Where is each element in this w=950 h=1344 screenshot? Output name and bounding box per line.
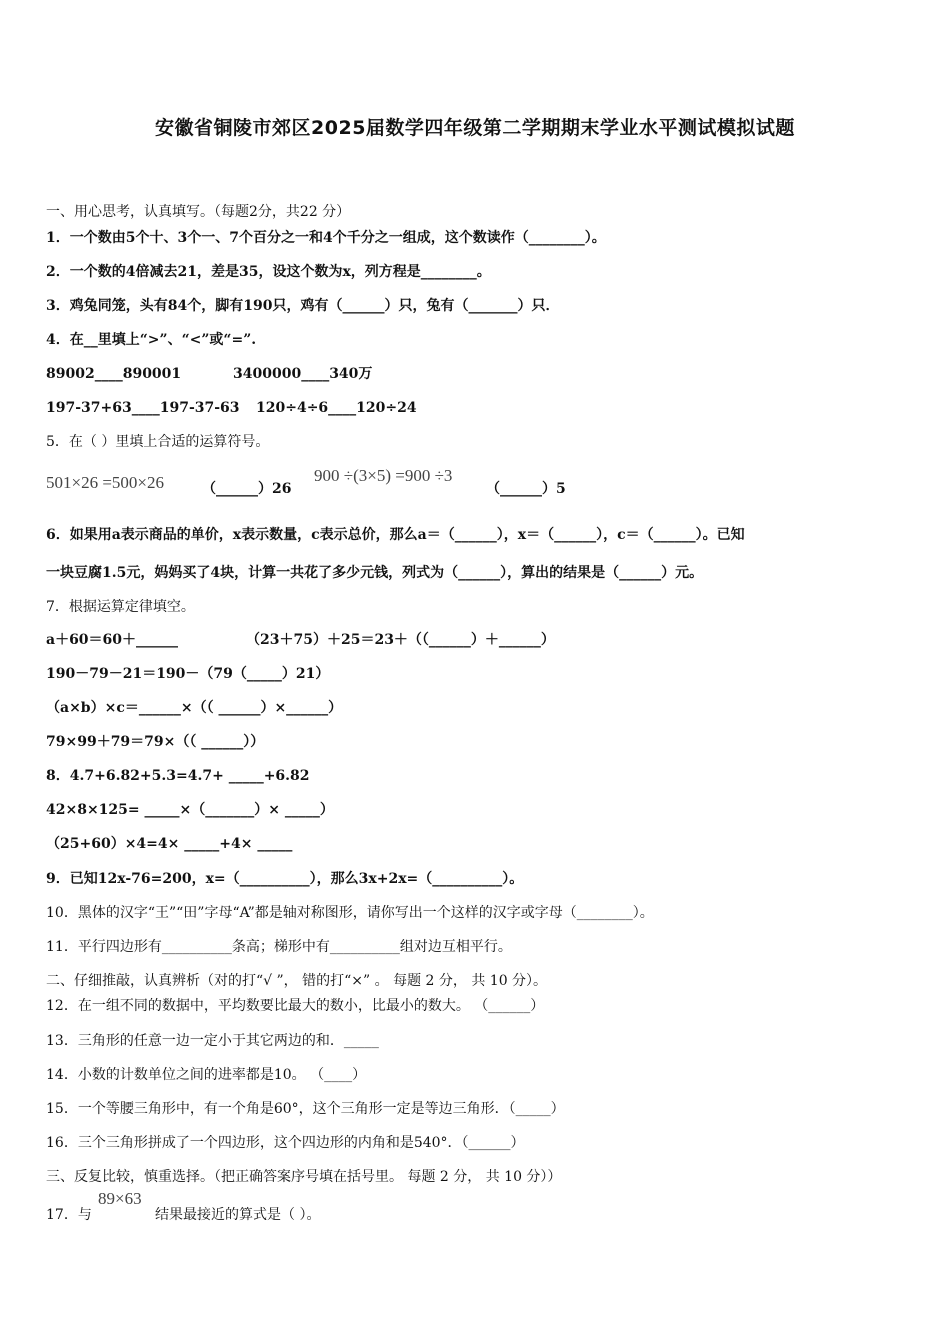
compare-2: 3400000____340万 [233,366,373,382]
question-4: 4．在__里填上“>”、“<”或“=”. [46,332,257,348]
law-4: （a×b）×c＝______×（（ ______）×______） [46,700,343,716]
section-1-heading: 一、用心思考，认真填写。（每题2分，共22 分） [46,204,351,220]
question-9: 9．已知12x-76=200，x=（__________），那么3x+2x=（__________）。 [46,871,524,887]
question-17: 17．与 [46,1207,92,1223]
section-3-heading: 三、反复比较，慎重选择。（把正确答案序号填在括号里。 每题 2 分， 共 10 分）） [46,1169,562,1185]
question-15: 15．一个等腰三角形中，有一个角是60°，这个三角形一定是等边三角形．（_____） [46,1101,565,1117]
compare-4: 120÷4÷6____120÷24 [256,400,417,416]
question-5: 5．在（ ）里填上合适的运算符号。 [46,434,270,450]
law-1: a＋60＝60＋______ [46,632,179,648]
math-expression-c: 89×63 [98,1189,142,1208]
page-title: 安徽省铜陵市郊区2025届数学四年级第二学期期末学业水平测试模拟试题 [155,117,795,139]
law-3: 190－79－21＝190－（79（_____）21） [46,666,330,682]
question-6: 6．如果用a表示商品的单价，x表示数量，c表示总价，那么a＝（______），x＝（______），c＝（______）。已知 [46,527,745,543]
question-12: 12．在一组不同的数据中，平均数要比最大的数小，比最小的数大。 （______） [46,998,545,1014]
law-2: （23＋75）＋25＝23＋（（______）＋______） [246,632,555,648]
question-8-b: 42×8×125= _____×（_______）× _____） [46,802,334,818]
question-7: 7．根据运算定律填空。 [46,599,195,615]
question-10: 10．黑体的汉字“王”“田”字母“A”都是轴对称图形，请你写出一个这样的汉字或字母（________）。 [46,905,654,921]
law-5: 79×99＋79＝79×（（ ______）） [46,734,265,750]
question-6-cont: 一块豆腐1.5元，妈妈买了4块，计算一共花了多少元钱，列式为（______），算出的结果是（______）元。 [46,565,704,581]
compare-3: 197-37+63____197-37-63 [46,400,240,416]
math-expression-b: 900 ÷(3×5) =900 ÷3 [314,466,453,485]
compare-1: 89002____890001 [46,366,182,382]
blank-b: （______）5 [486,481,566,497]
question-1: 1．一个数由5个十、3个一、7个百分之一和4个千分之一组成，这个数读作（________）。 [46,230,606,246]
question-8-c: （25+60）×4=4× _____+4× _____ [46,836,293,852]
question-8: 8．4.7+6.82+5.3=4.7+ _____+6.82 [46,768,310,784]
question-13: 13．三角形的任意一边一定小于其它两边的和．_____ [46,1033,379,1049]
question-11: 11．平行四边形有__________条高；梯形中有__________组对边互相平行。 [46,939,512,955]
section-2-heading: 二、仔细推敲，认真辨析（对的打“√ ”， 错的打“×” 。 每题 2 分， 共 10 分）。 [46,973,548,989]
math-expression-a: 501×26 =500×26 [46,473,165,492]
question-17-cont: 结果最接近的算式是（ ）。 [155,1207,321,1223]
question-3: 3．鸡兔同笼，头有84个，脚有190只，鸡有（______）只，兔有（_______）只． [46,298,560,314]
blank-a: （______）26 [202,481,292,497]
question-16: 16．三个三角形拼成了一个四边形，这个四边形的内角和是540°．（______） [46,1135,525,1151]
question-14: 14．小数的计数单位之间的进率都是10。 （____） [46,1067,367,1083]
question-2: 2．一个数的4倍减去21，差是35，设这个数为x，列方程是________。 [46,264,491,280]
